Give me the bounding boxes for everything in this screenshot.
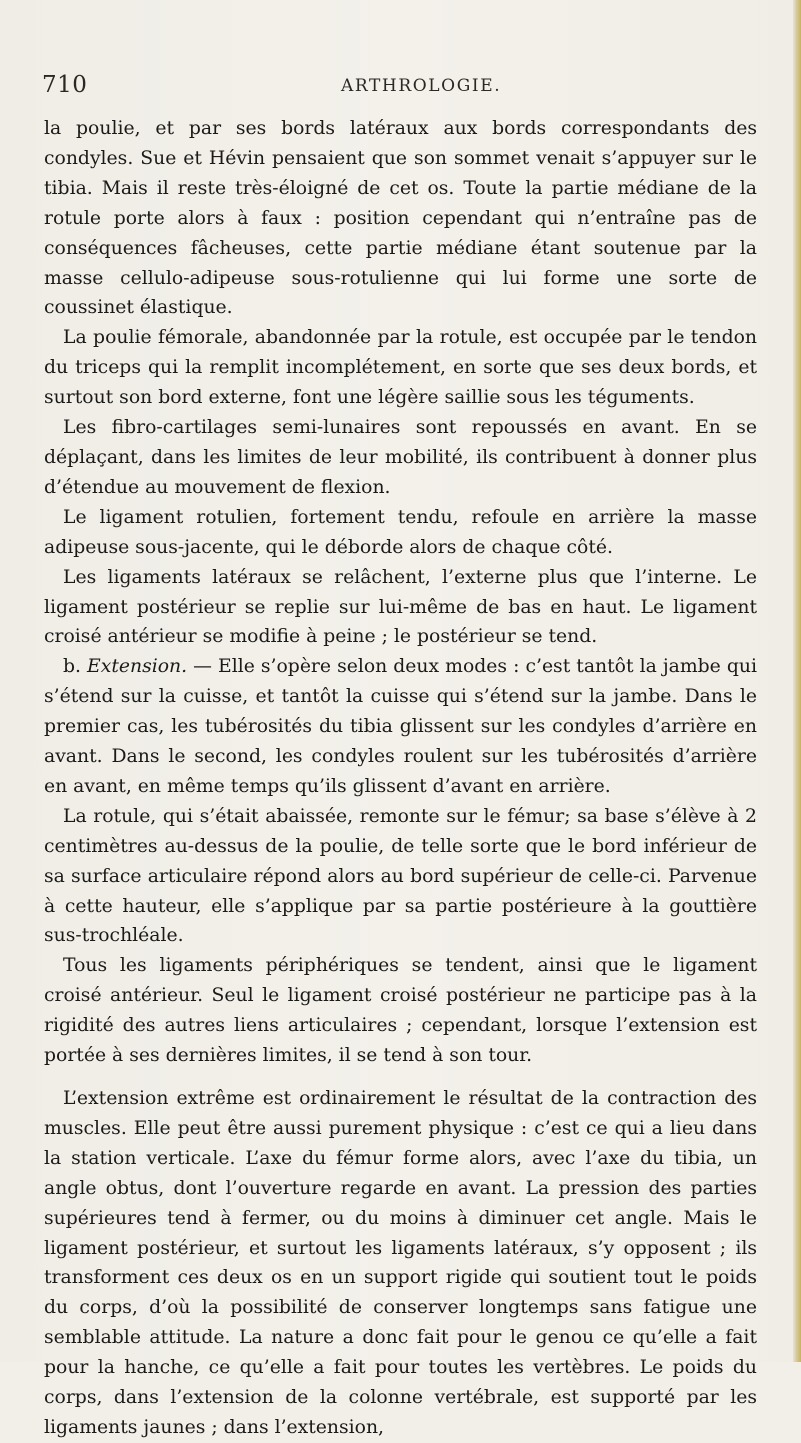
section-heading: Extension.: [87, 656, 188, 678]
section-marker: b.: [63, 656, 81, 678]
paragraph-7: La rotule, qui s’était abaissée, remonte sur le fémur; sa base s’élève à 2 centimètres au-dessus de la poulie, de telle sorte que le bord inférieur de sa surface articulaire répond alors au bord supérieur de celle-ci. Parvenue à cette hauteur, elle s’applique par sa partie postérieure à la gouttière sus-trochléale.: [44, 805, 757, 947]
page-header: [42, 72, 757, 106]
paragraph-3: Les fibro-cartilages semi-lunaires sont repoussés en avant. En se déplaçant, dans les limites de leur mobilité, ils contribuent à donner plus d’étendue au mouvement de flexion.: [44, 417, 757, 498]
paragraph-4: Le ligament rotulien, fortement tendu, refoule en arrière la masse adipeuse sous-jacente, qui le déborde alors de chaque côté.: [44, 506, 757, 558]
section-text: — Elle s’opère selon deux modes : c’est tantôt la jambe qui s’étend sur la cuisse, et tantôt la cuisse qui s’étend sur la jambe. Dans le premier cas, les tubérosités du tibia glissent sur les condyles d’arrière en avant. Dans le second, les condyles roulent sur les tubérosités d’arrière en avant, en même temps qu’ils glissent d’avant en arrière.: [44, 656, 757, 797]
paragraph-2: La poulie fémorale, abandonnée par la rotule, est occupée par le tendon du triceps qui la remplit incomplétement, en sorte que ses deux bords, et surtout son bord externe, font une légère saillie sous les téguments.: [44, 327, 757, 409]
page-edge: [793, 0, 801, 1362]
paragraph-6: [44, 652, 757, 802]
paragraph-8: Tous les ligaments périphériques se tendent, ainsi que le ligament croisé antérieur. Seul le ligament croisé postérieur ne participe pas à la rigidité des autres liens articulaires ; cependant, lorsque l’extension est portée à ses dernières limites, il se tend à son tour.: [44, 955, 757, 1067]
paragraph-1: la poulie, et par ses bords latéraux aux bords correspondants des condyles. Sue et Hévin pensaient que son sommet venait s’appuyer sur le tibia. Mais il reste très-éloigné de cet os. Toute la partie médiane de la rotule porte alors à faux : position cependant qui n’entraîne pas de conséquences fâcheuses, cette partie médiane étant soutenue par la masse cellulo-adipeuse sous-rotulienne qui lui forme une sorte de coussinet élastique.: [44, 118, 757, 319]
running-title: ARTHROLOGIE.: [341, 76, 502, 96]
page-number: 710: [42, 72, 88, 98]
body-text: [44, 114, 757, 1443]
paragraph-5: Les ligaments latéraux se relâchent, l’externe plus que l’interne. Le ligament postérieur se replie sur lui-même de bas en haut. Le ligament croisé antérieur se modifie à peine ; le postérieur se tend.: [44, 566, 757, 648]
paragraph-9: L’extension extrême est ordinairement le résultat de la contraction des muscles. Elle peut être aussi purement physique : c’est ce qui a lieu dans la station verticale. L’axe du fémur forme alors, avec l’axe du tibia, un angle obtus, dont l’ouverture regarde en avant. La pression des parties supérieures tend à fermer, ou du moins à diminuer cet angle. Mais le ligament postérieur, et surtout les ligaments latéraux, s’y opposent ; ils transforment ces deux os en un support rigide qui soutient tout le poids du corps, d’où la possibilité de conserver longtemps sans fatigue une semblable attitude. La nature a donc fait pour le genou ce qu’elle a fait pour la hanche, ce qu’elle a fait pour toutes les vertèbres. Le poids du corps, dans l’extension de la colonne vertébrale, est supporté par les ligaments jaunes ; dans l’extension,: [44, 1088, 757, 1438]
